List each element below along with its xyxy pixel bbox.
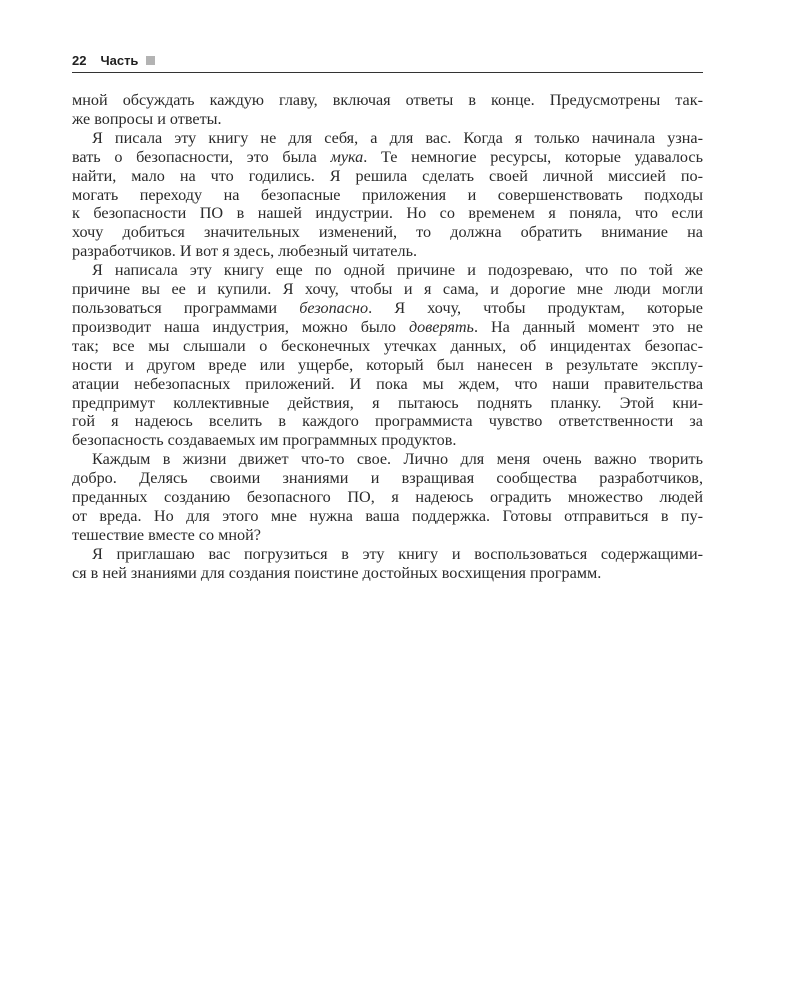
emphasis-text: доверять xyxy=(408,317,474,336)
text-line xyxy=(72,167,703,186)
body-text xyxy=(72,91,703,583)
text-line xyxy=(72,394,703,413)
text-run: ности и другом вреде или ущербе, который был нанесен в результате эксплу- xyxy=(72,355,703,374)
text-run: от вреда. Но для этого мне нужна ваша поддержка. Готовы отправиться в пу- xyxy=(72,506,703,525)
text-run: же вопросы и ответы. xyxy=(72,109,222,128)
emphasis-text: безопасно xyxy=(299,298,369,317)
text-run: предпримут коллективные действия, я пытаюсь поднять планку. Этой кни- xyxy=(72,393,703,412)
paragraph xyxy=(72,450,703,545)
text-line xyxy=(72,91,703,110)
text-line xyxy=(72,469,703,488)
text-run: пользоваться программами xyxy=(72,298,300,317)
text-line xyxy=(72,488,703,507)
text-run: вать о безопасности, это была xyxy=(72,147,331,166)
page-number: 22 xyxy=(72,52,87,68)
text-run: гой я надеюсь вселить в каждого программиста чувство ответственности за xyxy=(72,412,703,431)
text-line xyxy=(72,337,703,356)
text-line xyxy=(72,375,703,394)
text-line xyxy=(72,507,703,526)
text-line xyxy=(72,261,703,280)
text-line xyxy=(72,299,703,318)
text-run: безопасность создаваемых им программных продуктов. xyxy=(72,431,457,450)
text-run: Я писала эту книгу не для себя, а для вас. Когда я только начинала узна- xyxy=(92,128,703,147)
text-run: . Я хочу, чтобы продуктам, которые xyxy=(368,298,703,317)
text-line xyxy=(72,110,703,129)
text-run: атации небезопасных приложений. И пока мы ждем, что наши правительства xyxy=(72,374,703,393)
text-run: производит наша индустрия, можно было xyxy=(72,317,409,336)
text-run: ся в ней знаниями для создания поистине достойных восхищения программ. xyxy=(72,563,602,582)
text-run: могать переходу на безопасные приложения и совершенствовать подходы xyxy=(72,185,703,204)
text-run: Каждым в жизни движет что-то свое. Лично для меня очень важно творить xyxy=(92,450,703,469)
header-square-ornament xyxy=(146,56,155,65)
paragraph xyxy=(72,129,703,261)
text-line xyxy=(72,186,703,205)
chapter-label: Часть xyxy=(100,52,139,68)
emphasis-text: мука xyxy=(330,147,364,166)
paragraph xyxy=(72,91,703,129)
text-line xyxy=(72,564,703,583)
text-line xyxy=(72,223,703,242)
text-line xyxy=(72,204,703,223)
text-run: тешествие вместе со мной? xyxy=(72,525,261,544)
running-header xyxy=(72,49,703,71)
text-line xyxy=(72,450,703,469)
text-line xyxy=(72,129,703,148)
text-run: Я написала эту книгу еще по одной причине и подозреваю, что по той же xyxy=(92,261,703,280)
text-line xyxy=(72,356,703,375)
text-run: . Те немногие ресурсы, которые удавалось xyxy=(363,147,703,166)
text-run: хочу добиться значительных изменений, то должна обратить внимание на xyxy=(72,223,703,242)
text-run: разработчиков. И вот я здесь, любезный читатель. xyxy=(72,242,417,261)
text-run: причине вы ее и купили. Я хочу, чтобы и я сама, и дорогие мне люди могли xyxy=(72,280,703,299)
text-run: так; все мы слышали о бесконечных утечках данных, об инцидентах безопас- xyxy=(72,336,703,355)
text-line xyxy=(72,318,703,337)
text-run: . На данный момент это не xyxy=(473,317,703,336)
text-run: преданных созданию безопасного ПО, я надеюсь оградить множество людей xyxy=(72,488,703,507)
paragraph xyxy=(72,545,703,583)
text-line xyxy=(72,526,703,545)
text-line xyxy=(72,242,703,261)
header-rule xyxy=(72,72,703,73)
text-run: мной обсуждать каждую главу, включая ответы в конце. Предусмотрены так- xyxy=(72,91,703,109)
text-run: найти, мало на что годились. Я решила сделать своей личной миссией по- xyxy=(72,166,703,185)
text-run: добро. Делясь своими знаниями и взращивая сообщества разработчиков, xyxy=(72,469,703,488)
paragraph xyxy=(72,261,703,450)
text-line xyxy=(72,412,703,431)
text-line xyxy=(72,545,703,564)
text-line xyxy=(72,431,703,450)
text-line xyxy=(72,280,703,299)
text-line xyxy=(72,148,703,167)
text-run: к безопасности ПО в нашей индустрии. Но со временем я поняла, что если xyxy=(72,204,703,223)
text-run: Я приглашаю вас погрузиться в эту книгу и воспользоваться содержащими- xyxy=(92,544,703,563)
